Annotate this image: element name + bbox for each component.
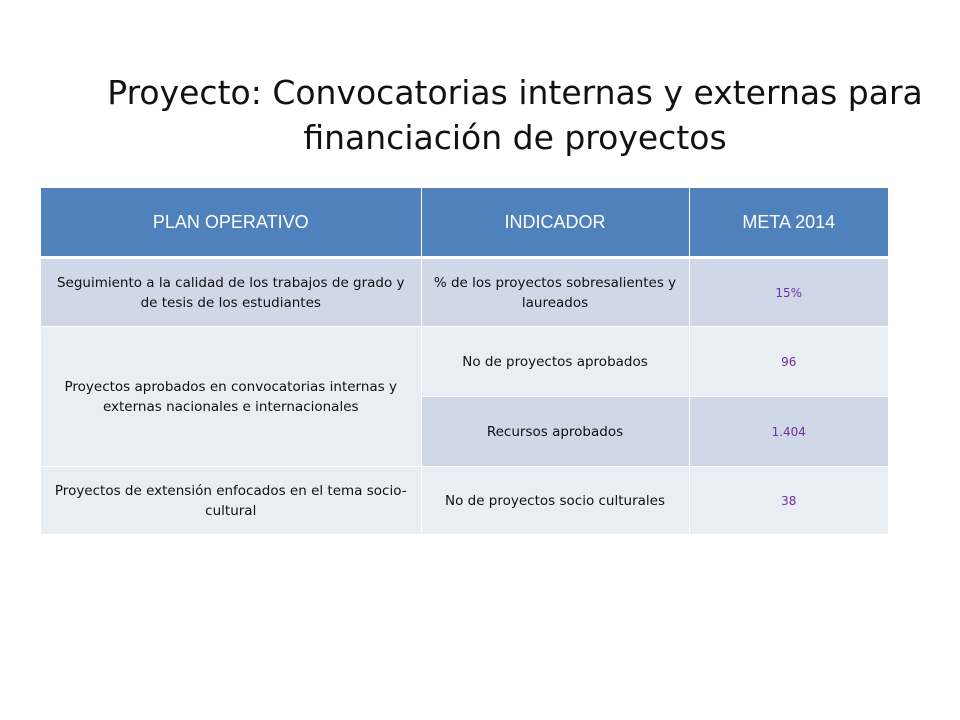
table-row <box>41 467 888 535</box>
cell-indicador: No de proyectos aprobados <box>421 327 689 397</box>
cell-meta: 1.404 <box>689 397 888 467</box>
cell-indicador: Recursos aprobados <box>421 397 689 467</box>
header-meta-2014: META 2014 <box>689 188 888 258</box>
table-row <box>41 327 888 397</box>
slide-title-line-1: Proyecto: Convocatorias internas y externas para <box>107 73 923 112</box>
cell-indicador: % de los proyectos sobresalientes y laureados <box>421 258 689 327</box>
cell-plan: Proyectos de extensión enfocados en el tema socio-cultural <box>41 467 421 535</box>
plan-operativo-table <box>41 188 888 535</box>
slide-title-line-2: financiación de proyectos <box>303 118 727 157</box>
cell-plan: Seguimiento a la calidad de los trabajos de grado y de tesis de los estudiantes <box>41 258 421 327</box>
header-indicador: INDICADOR <box>421 188 689 258</box>
cell-meta: 15% <box>689 258 888 327</box>
slide-title <box>90 70 940 160</box>
cell-plan: Proyectos aprobados en convocatorias internas y externas nacionales e internacionales <box>41 327 421 467</box>
cell-meta: 38 <box>689 467 888 535</box>
table-row <box>41 258 888 327</box>
table-header-row <box>41 188 888 258</box>
cell-indicador: No de proyectos socio culturales <box>421 467 689 535</box>
header-plan-operativo: PLAN OPERATIVO <box>41 188 421 258</box>
cell-meta: 96 <box>689 327 888 397</box>
